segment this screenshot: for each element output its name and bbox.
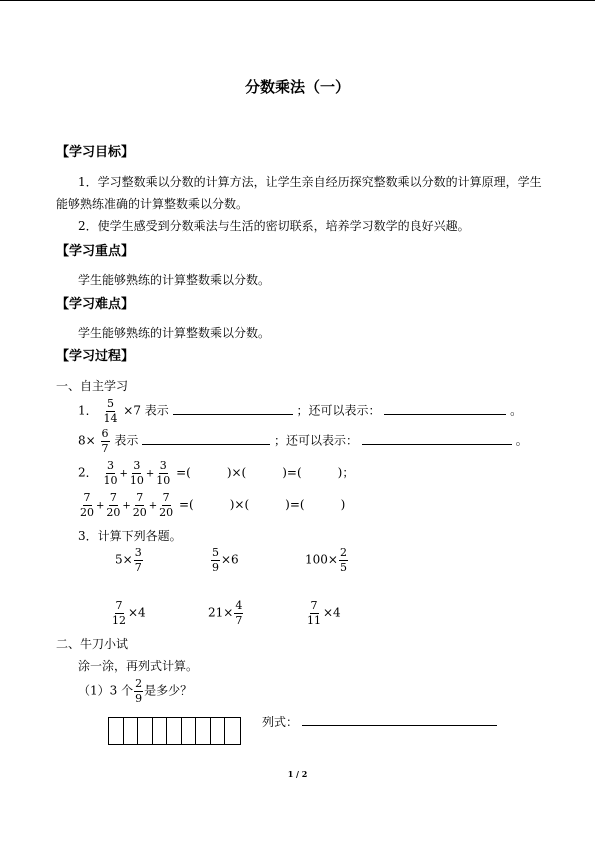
q1a-mid-text: ；还可以表示： xyxy=(296,403,381,418)
difficulty-text: 学生能够熟练的计算整数乘以分数。 xyxy=(78,326,271,340)
calc-item-5: 21× $\frac{4}{7}$ xyxy=(208,599,243,627)
grid-cell[interactable] xyxy=(225,718,240,744)
fraction: $\frac{7}{11}$ xyxy=(307,599,321,627)
difficulty-heading: 【学习难点】 xyxy=(56,297,135,312)
grid-cell[interactable] xyxy=(182,718,197,744)
grid-cell[interactable] xyxy=(109,718,124,744)
formula-row xyxy=(262,714,497,728)
fraction: $\frac{3}{10}$ xyxy=(103,459,118,487)
plus-sign: + xyxy=(148,500,158,512)
key-text: 学生能够熟练的计算整数乘以分数。 xyxy=(78,273,271,287)
plus-sign: + xyxy=(119,468,128,480)
q2b-row xyxy=(78,492,345,518)
q3-heading: 3．计算下列各题。 xyxy=(78,529,182,543)
formula-blank[interactable] xyxy=(302,714,497,726)
fraction: $\frac{7}{20}$ xyxy=(80,491,94,519)
q1b-after-text: 表示 xyxy=(114,433,139,448)
q1a-text: ×7 表示 xyxy=(123,403,169,418)
calc-item-3: 100× $\frac{2}{5}$ xyxy=(305,546,347,574)
fraction: $\frac{7}{12}$ xyxy=(112,599,126,627)
calc-item-1: 5× $\frac{3}{7}$ xyxy=(115,546,142,574)
answer-blank[interactable] xyxy=(173,403,293,415)
plus-sign: + xyxy=(122,500,131,512)
fraction: $\frac{7}{20}$ xyxy=(159,491,174,519)
process-heading: 【学习过程】 xyxy=(56,349,135,364)
answer-blank[interactable] xyxy=(362,433,512,445)
grid-cell[interactable] xyxy=(124,718,139,744)
fraction: $\frac{6}{7}$ xyxy=(101,427,109,455)
key-heading: 【学习重点】 xyxy=(56,244,135,259)
plus-sign: + xyxy=(96,500,105,512)
fraction: $\frac{7}{20}$ xyxy=(106,491,121,519)
q1b-end: 。 xyxy=(515,433,528,448)
page-number: 1 / 2 xyxy=(287,769,308,779)
grid-cell[interactable] xyxy=(153,718,168,744)
page-title: 分数乘法（一） xyxy=(244,78,350,96)
grid-cell[interactable] xyxy=(167,718,182,744)
q1b-row xyxy=(78,428,528,454)
q1a-end: 。 xyxy=(510,403,523,418)
calc-item-2: $\frac{5}{9}$ ×6 xyxy=(212,546,239,574)
fraction: $\frac{2}{9}$ xyxy=(135,677,143,705)
fraction: $\frac{3}{7}$ xyxy=(134,546,142,574)
calc-item-4: $\frac{7}{12}$ ×4 xyxy=(112,599,146,627)
part2-instruction: 涂一涂，再列式计算。 xyxy=(78,659,199,673)
plus-sign: + xyxy=(145,468,155,480)
fraction: $\frac{3}{10}$ xyxy=(129,459,144,487)
calc-item-6: $\frac{7}{11}$ ×4 xyxy=(307,599,341,627)
goal1-line1: 1．学习整数乘以分数的计算方法，让学生亲自经历探究整数乘以分数的计算原理，学生 xyxy=(78,175,542,189)
formula-label: 列式： xyxy=(262,715,299,729)
fraction: $\frac{7}{20}$ xyxy=(132,491,147,519)
grid-cell[interactable] xyxy=(196,718,211,744)
part2-q1: （1）3 个 $\frac{2}{9}$ 是多少？ xyxy=(78,677,193,705)
grid-cell[interactable] xyxy=(138,718,153,744)
fraction: $\frac{2}{5}$ xyxy=(339,546,347,574)
q1a-row xyxy=(78,398,522,424)
q1-number: 1． xyxy=(78,403,98,418)
q2b-tail: =( )×( )=( ) xyxy=(179,497,346,512)
answer-blank[interactable] xyxy=(142,433,270,445)
goals-heading: 【学习目标】 xyxy=(56,145,135,160)
q1b-mid-text: ；还可以表示： xyxy=(274,433,359,448)
fraction: $\frac{3}{10}$ xyxy=(156,459,171,487)
part1-heading: 一、自主学习 xyxy=(56,379,129,393)
q2-number: 2． xyxy=(78,465,98,480)
shading-grid[interactable] xyxy=(108,717,241,745)
fraction: $\frac{5}{14}$ xyxy=(103,397,118,425)
q1b-text: 8× xyxy=(78,433,96,448)
goal1-line2: 能够熟练准确的计算整数乘以分数。 xyxy=(56,197,249,211)
part2-heading: 二、牛刀小试 xyxy=(56,637,129,651)
answer-blank[interactable] xyxy=(384,403,506,415)
q2a-row xyxy=(78,460,354,486)
fraction: $\frac{5}{9}$ xyxy=(212,546,219,574)
top-rule xyxy=(0,0,595,1)
q2a-tail: =( )×( )=( )； xyxy=(176,465,355,480)
fraction: $\frac{4}{7}$ xyxy=(235,599,243,627)
grid-cell[interactable] xyxy=(211,718,226,744)
goal2: 2．使学生感受到分数乘法与生活的密切联系，培养学习数学的良好兴趣。 xyxy=(78,219,470,233)
